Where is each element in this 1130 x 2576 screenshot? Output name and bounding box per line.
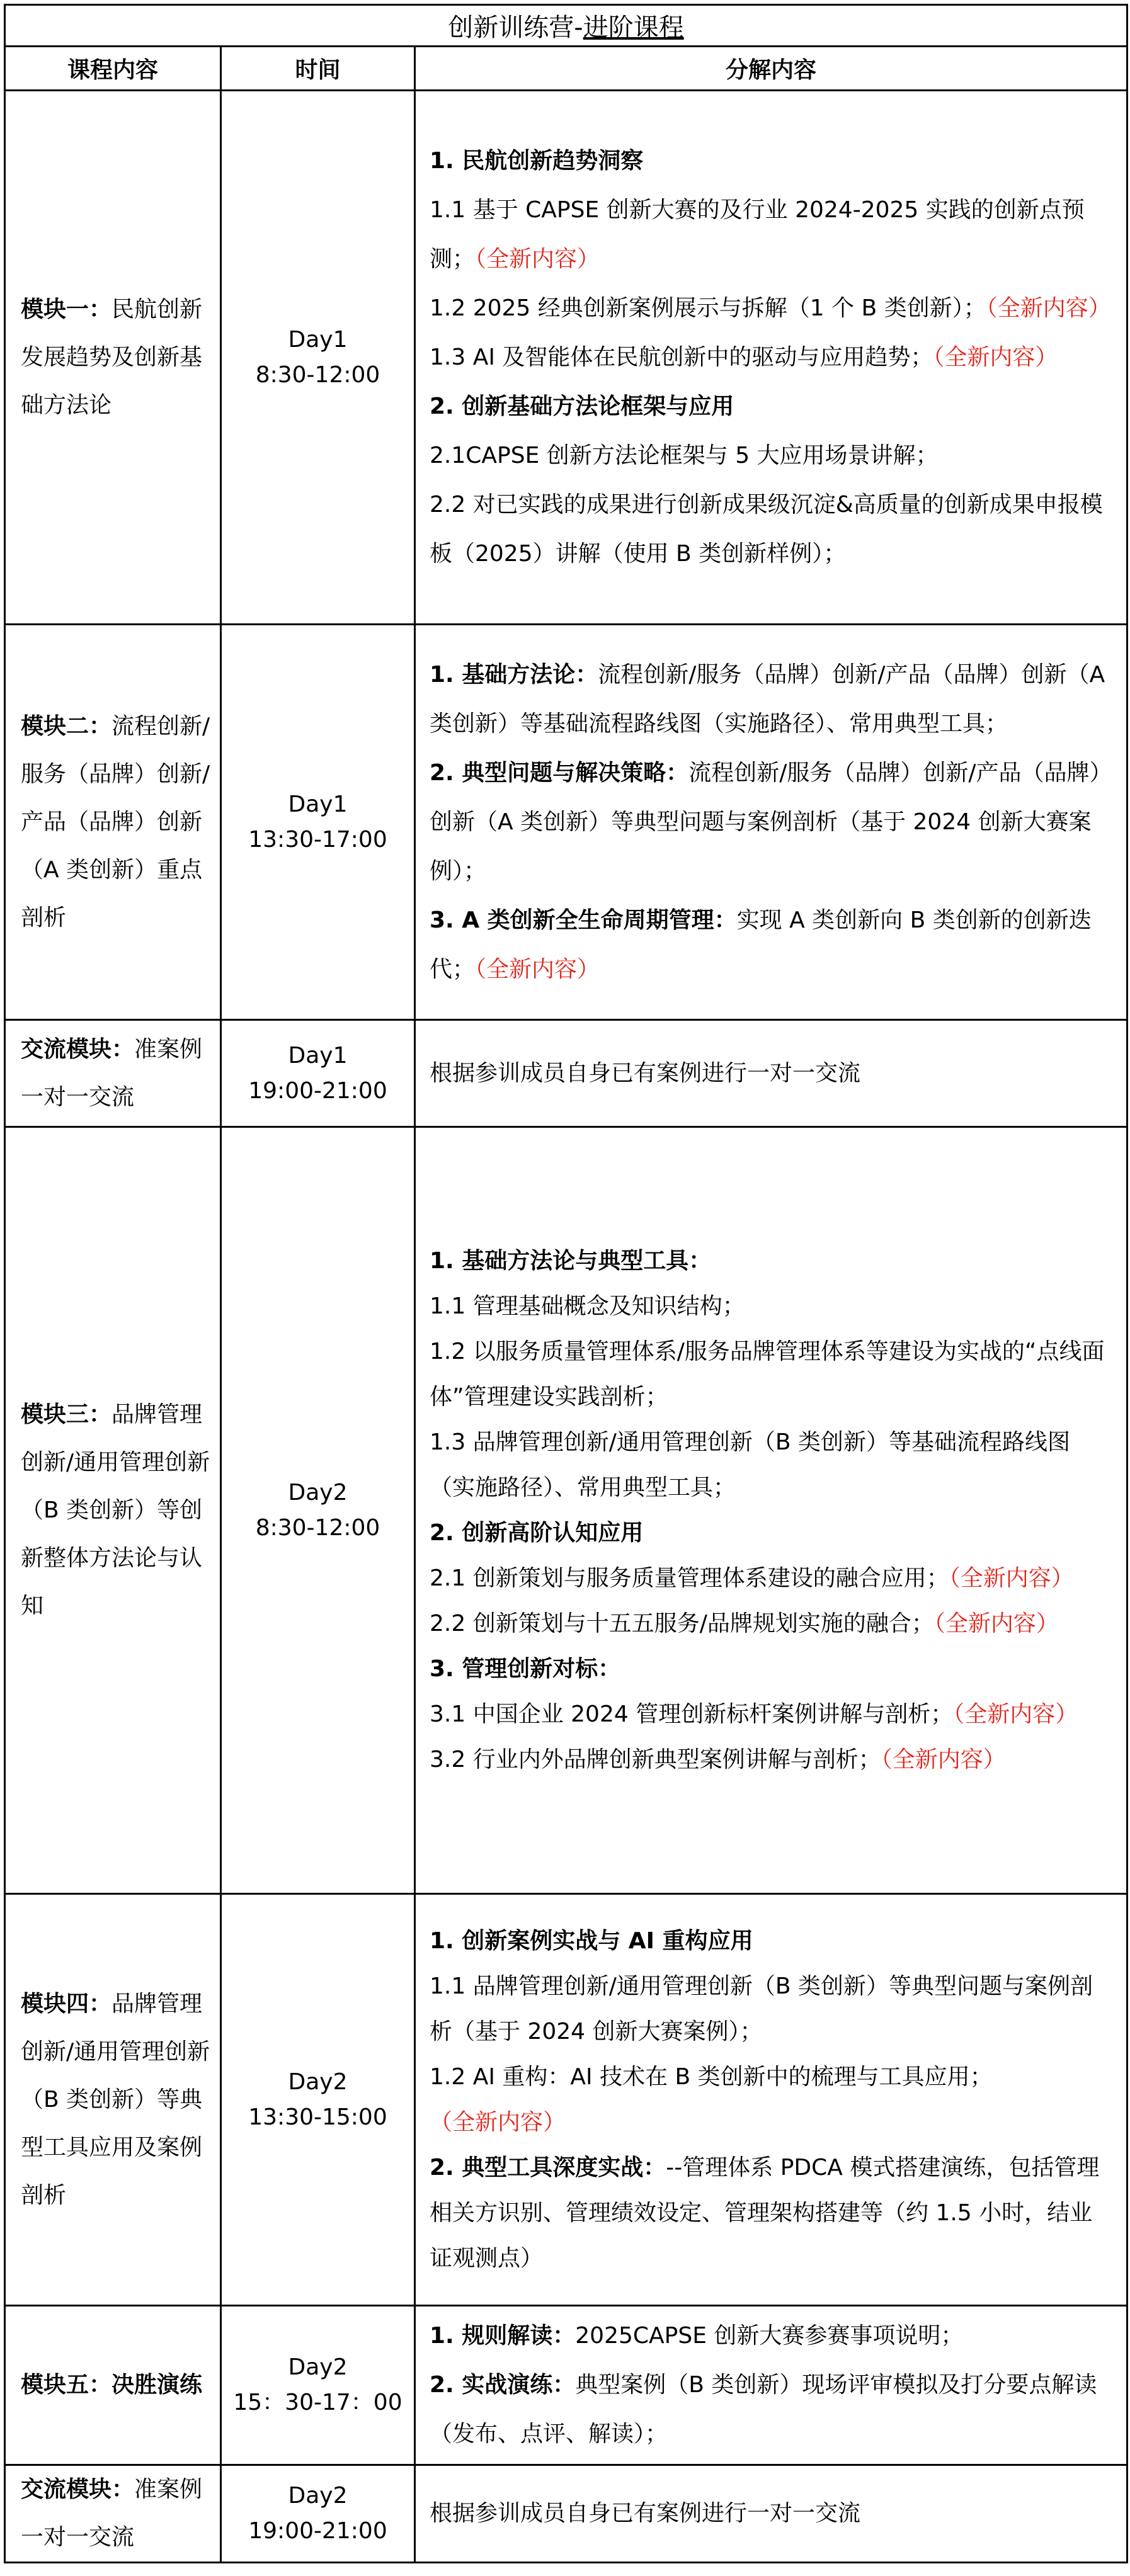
table-title-underlined: 进阶课程 — [583, 13, 684, 42]
details-cell — [415, 2465, 1127, 2563]
detail-text: 3.1 中国企业 2024 管理创新标杆案例讲解与剖析； — [430, 1701, 954, 1727]
detail-text: 根据参训成员自身已有案例进行一对一交流 — [430, 2500, 861, 2526]
time-range: 19:00-21:00 — [248, 1077, 387, 1104]
header-module: 课程内容 — [5, 47, 221, 91]
module-description: 准案例一对一交流 — [21, 2477, 203, 2550]
time-day: Day1 — [288, 1042, 348, 1069]
detail-text: 流程创新/服务（品牌）创新/产品（品牌）创新（A 类创新）等基础流程路线图（实施路径）、常用典型工具； — [430, 661, 1105, 737]
module-name: 模块二： — [21, 713, 112, 739]
new-content-tag: （全新内容） — [475, 956, 600, 982]
time-day: Day2 — [288, 1479, 348, 1506]
time-day: Day1 — [288, 326, 348, 353]
module-cell — [5, 91, 221, 625]
table-row — [5, 2465, 1127, 2563]
details-cell — [415, 1127, 1127, 1894]
details-cell — [415, 2306, 1127, 2465]
detail-line — [430, 1737, 1114, 1783]
detail-heading: 2. 典型工具深度实战： — [430, 2154, 666, 2181]
detail-line — [430, 431, 1114, 480]
module-description: 品牌管理创新/通用管理创新（B 类创新）等创新整体方法论与认知 — [21, 1401, 210, 1619]
module-description: 品牌管理创新/通用管理创新（B 类创新）等典型工具应用及案例剖析 — [21, 1990, 210, 2208]
detail-heading: 1. 基础方法论： — [430, 661, 598, 688]
detail-text: 1.1 管理基础概念及知识结构； — [430, 1293, 745, 1319]
new-content-tag: （全新内容） — [986, 295, 1111, 321]
time-cell — [221, 625, 415, 1020]
detail-line — [430, 749, 1114, 896]
details-cell — [415, 625, 1127, 1020]
detail-text: 1.2 AI 重构：AI 技术在 B 类创新中的梳理与工具应用； — [430, 2063, 993, 2090]
detail-line — [430, 1511, 1114, 1556]
detail-line — [430, 1239, 1114, 1284]
detail-text: 1.1 品牌管理创新/通用管理创新（B 类创新）等典型问题与案例剖析（基于 2024 创新大赛案例）； — [430, 1973, 1093, 2045]
detail-line — [430, 1601, 1114, 1647]
detail-line — [430, 137, 1114, 186]
time-range: 19:00-21:00 — [248, 2518, 387, 2544]
detail-line — [430, 1329, 1114, 1420]
detail-text: 3.2 行业内外品牌创新典型案例讲解与剖析； — [430, 1746, 881, 1773]
detail-line — [430, 284, 1114, 333]
module-description: 民航创新发展趋势及创新基础方法论 — [21, 296, 203, 418]
detail-heading: 2. 创新高阶认知应用 — [430, 1519, 644, 1546]
detail-text: 流程创新/服务（品牌）创新/产品（品牌）创新（A 类创新）等典型问题与案例剖析（基于 2024 创新大赛案例）； — [430, 759, 1112, 884]
detail-line — [430, 480, 1114, 579]
detail-line — [430, 2055, 1114, 2145]
time-range: 15：30-17：00 — [233, 2390, 402, 2415]
time-range: 13:30-17:00 — [248, 826, 387, 853]
new-content-tag: （全新内容） — [953, 1701, 1078, 1727]
table-row — [5, 1020, 1127, 1127]
detail-line — [430, 896, 1114, 994]
time-cell — [221, 91, 415, 625]
detail-line — [430, 2145, 1114, 2281]
new-content-tag: （全新内容） — [881, 1746, 1006, 1773]
detail-heading: 2. 实战演练： — [430, 2372, 576, 2398]
time-cell — [221, 1127, 415, 1894]
detail-line — [430, 1692, 1114, 1737]
detail-text: 典型案例（B 类创新）现场评审模拟及打分要点解读（发布、点评、解读）； — [430, 2372, 1097, 2447]
table-row — [5, 91, 1127, 625]
detail-heading: 3. A 类创新全生命周期管理： — [430, 907, 737, 933]
time-day: Day2 — [288, 2483, 348, 2509]
detail-heading: 1. 创新案例实战与 AI 重构应用 — [430, 1927, 753, 1954]
module-description: 准案例一对一交流 — [21, 1036, 203, 1110]
module-name: 模块五：决胜演练 — [21, 2372, 203, 2398]
time-cell — [221, 2306, 415, 2465]
time-range: 8:30-12:00 — [255, 361, 380, 388]
detail-heading: 1. 基础方法论与典型工具： — [430, 1247, 712, 1274]
detail-text: 2.2 对已实践的成果进行创新成果级沉淀&高质量的创新成果申报模板（2025）讲解（使用 B 类创新样例）； — [430, 491, 1103, 567]
detail-line — [430, 1919, 1114, 1964]
detail-line — [430, 1964, 1114, 2055]
detail-text: --管理体系 PDCA 模式搭建演练，包括管理相关方识别、管理绩效设定、管理架构搭建等（约 1.5 小时，结业证观测点） — [430, 2154, 1100, 2271]
detail-heading: 1. 民航创新趋势洞察 — [430, 147, 644, 174]
course-table — [4, 4, 1128, 2563]
details-cell — [415, 91, 1127, 625]
detail-text: 2.1 创新策划与服务质量管理体系建设的融合应用； — [430, 1565, 949, 1591]
detail-line — [430, 2312, 1114, 2361]
new-content-tag: （全新内容） — [949, 1565, 1074, 1591]
detail-heading: 2. 典型问题与解决策略： — [430, 759, 689, 786]
module-name: 交流模块： — [21, 2477, 135, 2502]
detail-heading: 1. 规则解读： — [430, 2323, 576, 2349]
details-cell — [415, 1020, 1127, 1127]
header-time: 时间 — [221, 47, 415, 91]
new-content-tag: （全新内容） — [430, 2109, 566, 2135]
detail-line — [430, 650, 1114, 749]
module-name: 交流模块： — [21, 1036, 135, 1062]
detail-text: 2.1CAPSE 创新方法论框架与 5 大应用场景讲解； — [430, 442, 939, 468]
module-name: 模块四： — [21, 1990, 112, 2017]
table-title — [5, 5, 1127, 47]
detail-text: 1.2 以服务质量管理体系/服务品牌管理体系等建设为实战的“点线面体”管理建设实践剖析； — [430, 1338, 1105, 1410]
time-cell — [221, 1894, 415, 2306]
new-content-tag: （全新内容） — [475, 246, 600, 272]
detail-text: 2.2 创新策划与十五五服务/品牌规划实施的融合； — [430, 1610, 934, 1637]
module-cell — [5, 1894, 221, 2306]
module-cell — [5, 625, 221, 1020]
detail-text: 实现 A 类创新向 B 类创新的创新迭代； — [430, 907, 1092, 982]
detail-text: 1.3 AI 及智能体在民航创新中的驱动与应用趋势； — [430, 344, 933, 370]
detail-line — [430, 333, 1114, 382]
time-range: 13:30-15:00 — [248, 2104, 387, 2130]
detail-line — [430, 2489, 1114, 2538]
time-day: Day1 — [288, 791, 348, 817]
table-row — [5, 2306, 1127, 2465]
module-cell — [5, 2306, 221, 2465]
time-cell — [221, 2465, 415, 2563]
module-name: 模块三： — [21, 1401, 112, 1427]
module-name: 模块一： — [21, 296, 112, 322]
detail-line — [430, 1420, 1114, 1511]
module-description: 流程创新/服务（品牌）创新/产品（品牌）创新（A 类创新）重点剖析 — [21, 713, 210, 931]
time-range: 8:30-12:00 — [255, 1514, 380, 1541]
detail-line — [430, 186, 1114, 284]
time-cell — [221, 1020, 415, 1127]
details-cell — [415, 1894, 1127, 2306]
detail-text: 1.1 基于 CAPSE 创新大赛的及行业 2024-2025 实践的创新点预测； — [430, 196, 1085, 272]
new-content-tag: （全新内容） — [933, 344, 1058, 370]
detail-text: 根据参训成员自身已有案例进行一对一交流 — [430, 1060, 861, 1086]
table-row — [5, 1894, 1127, 2306]
detail-text: 2025CAPSE 创新大赛参赛事项说明； — [575, 2323, 964, 2349]
table-row — [5, 1127, 1127, 1894]
table-body — [5, 91, 1127, 2563]
detail-line — [430, 1284, 1114, 1329]
detail-line — [430, 1049, 1114, 1098]
detail-line — [430, 2361, 1114, 2459]
detail-line — [430, 382, 1114, 431]
detail-line — [430, 1647, 1114, 1692]
detail-heading: 3. 管理创新对标： — [430, 1655, 621, 1682]
module-cell — [5, 2465, 221, 2563]
module-cell — [5, 1127, 221, 1894]
detail-text: 1.3 品牌管理创新/通用管理创新（B 类创新）等基础流程路线图（实施路径）、常用典型工具； — [430, 1429, 1070, 1501]
time-day: Day2 — [288, 2068, 348, 2095]
table-row — [5, 625, 1127, 1020]
new-content-tag: （全新内容） — [933, 1610, 1059, 1637]
detail-line — [430, 1556, 1114, 1601]
module-cell — [5, 1020, 221, 1127]
table-title-prefix: 创新训练营- — [448, 13, 583, 42]
detail-heading: 2. 创新基础方法论框架与应用 — [430, 393, 734, 419]
detail-text: 1.2 2025 经典创新案例展示与拆解（1 个 B 类创新）； — [430, 295, 986, 321]
header-details: 分解内容 — [415, 47, 1127, 91]
time-day: Day2 — [288, 2354, 348, 2380]
